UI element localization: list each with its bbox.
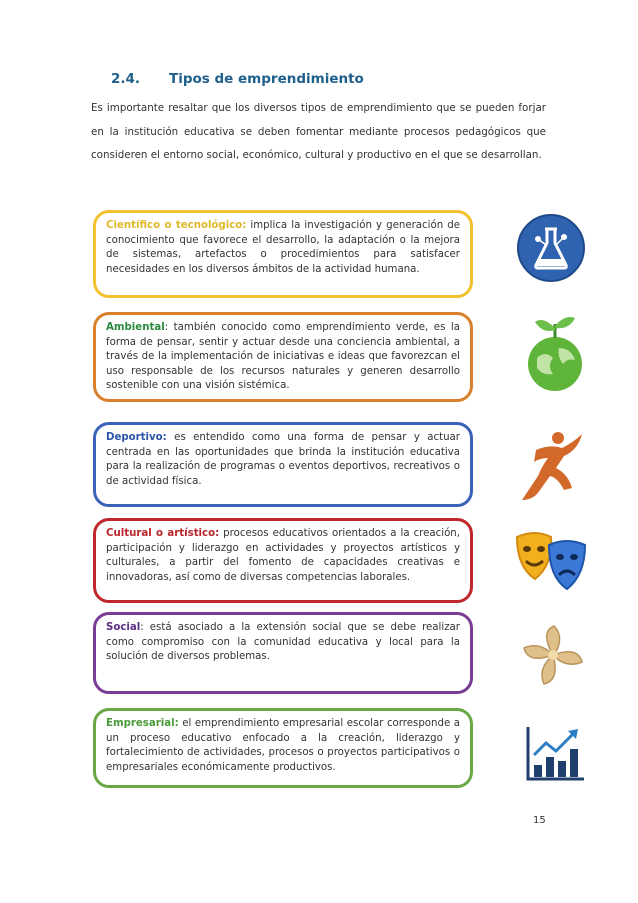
- growth-chart-icon: [524, 725, 586, 783]
- theater-masks-icon: [513, 527, 588, 597]
- type-box-social: [93, 612, 473, 694]
- type-text: : está asociado a la extensión social que se debe realizar como compromiso con la comunidad educativa y local para la solución de diversos problemas.: [106, 622, 460, 662]
- type-text: el emprendimiento empresarial escolar corresponde a un proceso educativo enfocado a la creación, liderazgo y fortalecimiento de actividades, procesos o proyectos participativos o empresariales económicamente productivos.: [106, 718, 460, 773]
- intro-paragraph: Es importante resaltar que los diversos tipos de emprendimiento que se pueden forjar en la institución educativa se deben fomentar mediante procesos pedagógicos que consideren el entorno social, económico, cultural y productivo en el que se desarrollan.: [91, 102, 546, 161]
- type-label: Deportivo:: [106, 432, 167, 443]
- type-label: Empresarial:: [106, 718, 179, 729]
- type-box-cientifico: [93, 210, 473, 298]
- page-number: 15: [533, 815, 546, 826]
- community-hands-icon: [520, 622, 586, 688]
- flask-icon: [516, 213, 586, 283]
- type-text: implica la investigación y generación de conocimiento que favorece el desarrollo, la adaptación o la mejora de sistemas, artefactos o procedimientos para satisfacer necesidades en los diversos ámbitos de la actividad humana.: [106, 220, 460, 275]
- type-box-empresarial: [93, 708, 473, 788]
- type-text: : también conocido como emprendimiento verde, es la forma de pensar, sentir y actuar desde una conciencia ambiental, a través de la implementación de iniciativas e ideas que favorezcan el uso responsable de los recursos naturales y generen desarrollo sostenible con una visión sistémica.: [106, 322, 460, 391]
- globe-plant-icon: [523, 314, 587, 394]
- type-label: Científico o tecnológico:: [106, 220, 247, 231]
- type-text: procesos educativos orientados a la creación, participación y liderazgo en actividades y proyectos artísticos y culturales, a partir del fomento de capacidades creativas e innovadoras, así como de diversas competencias laborales.: [106, 528, 461, 583]
- type-label: Cultural o artístico:: [106, 528, 220, 539]
- section-heading: [111, 71, 364, 87]
- section-title: Tipos de emprendimiento: [169, 71, 364, 87]
- type-box-ambiental: [93, 312, 473, 402]
- runner-icon: [516, 430, 586, 505]
- type-label: Ambiental: [106, 322, 165, 333]
- type-label: Social: [106, 622, 141, 633]
- type-box-cultural: [93, 518, 473, 603]
- type-box-deportivo: [93, 422, 473, 507]
- type-text: es entendido como una forma de pensar y actuar centrada en las oportunidades que brinda la institución educativa para la realización de programas o eventos deportivos, recreativos o de actividad física.: [106, 432, 460, 487]
- section-number: 2.4.: [111, 71, 141, 87]
